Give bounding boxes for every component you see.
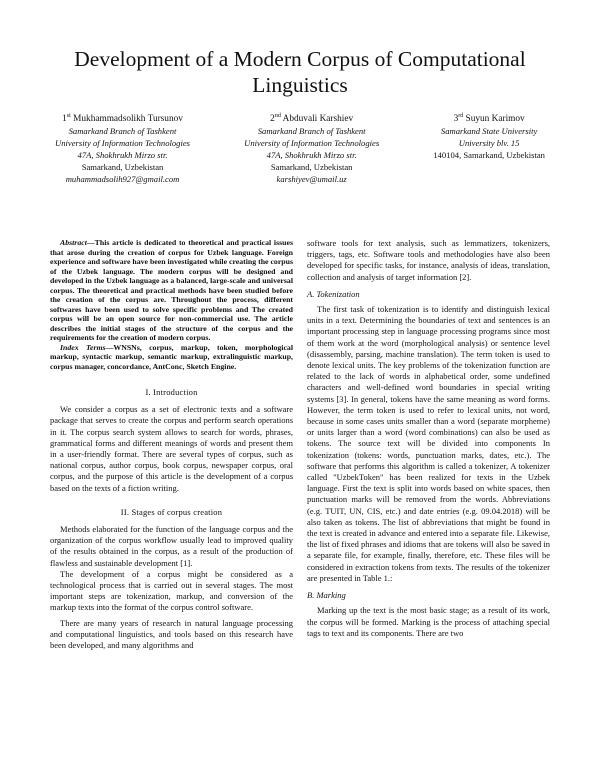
right-column bbox=[307, 238, 550, 639]
author-affiliation: Samarkand Branch of Tashkent bbox=[257, 126, 366, 137]
paragraph: Methods elaborated for the function of the language corpus and the organization of the corpus workflow usually lead to improved quality of the results obtained in the corpus, as a result of the production of flawless and sustainable development [1]. bbox=[50, 524, 293, 568]
author-email[interactable]: muhammadsolih927@gmail.com bbox=[65, 174, 180, 185]
author-email[interactable]: karshiyev@umail.uz bbox=[276, 174, 347, 185]
paragraph: We consider a corpus as a set of electronic texts and a software package that serves to create the corpus and perform search operations in it. The corpus search system allows to search for words, phrases, grammatical forms and different meanings of words and present them in a user-friendly format. There are several types of corpus, such as national corpus, author corpus, book corpus, newspaper corpus, oral corpus, and the purpose of this article is the development of a corpus based on the texts of a fiction writing. bbox=[50, 404, 293, 493]
author-2 bbox=[244, 113, 379, 186]
abstract-text: —This article is dedicated to theoretical and practical issues that arose during the creation of corpus for Uzbek language. Foreign experience and software have been investigated while creating the corpus of the Uzbek language. The modern corpus will be designed and developed in the Uzbek language as a balanced, large-scale and universal corpus. The theoretical and practical methods have been studied before the creation of the corpus are. Throughout the process, different softwares have been used to solve specific problems and The created corpus will be an open source for non-commercial use. The article describes the initial stages of the structure of the corpus and the requirements for the creation of modern corpus. bbox=[50, 238, 293, 342]
author-city: Samarkand, Uzbekistan bbox=[81, 162, 164, 173]
subsection-heading-tokenization: A. Tokenization bbox=[307, 288, 360, 299]
author-block bbox=[55, 113, 545, 186]
author-address: University blv. 15 bbox=[458, 138, 520, 149]
author-address: 47A, Shokhrukh Mirzo str. bbox=[266, 150, 357, 161]
abstract-label: Abstract bbox=[60, 238, 87, 247]
author-affiliation: Samarkand Branch of Tashkent bbox=[68, 126, 177, 137]
section-heading-stages: II. Stages of corpus creation bbox=[120, 506, 223, 517]
section-heading-introduction: I. Introduction bbox=[145, 387, 198, 397]
author-affiliation: University of Information Technologies bbox=[55, 138, 191, 149]
subsection-heading-marking: B. Marking bbox=[307, 590, 346, 601]
author-name: 2nd Abduvali Karshiev bbox=[270, 113, 354, 124]
paragraph: The first task of tokenization is to identify and distinguish lexical units in a text. Determining the boundaries of text and sentences is an important processing step in language processing programs since most of them work at the word (morphological analysis) or sentence level (disassembly, parsing, machine translation). The term token is used to denote lexical units. The key problems of the tokenization function are related to the lack of words in alphabetical order, some undefined characters and well-defined word boundaries in special writing systems [3]. In general, tokens have the same meaning as word forms. However, the term token is used to refer to lexical units, not word, because in some cases units smaller than a word (separate morpheme) or units larger than a word (word combinations) can also be used as tokens. The source text will be divided into components In tokenization (tokens: words, punctuation marks, dates, etc.). The software that performs this algorithm is called a tokenizer, A tokenizer called "UzbekToken" has been realized for texts in the Uzbek language. First the text is split into words based on white spaces, then punctuation marks will be removed from the words. Abbreviations (e.g. TUIT, UN, CIS, etc.) and date entries (e.g. 09.04.2018) will be also taken as tokens. The list of abbreviations that might be found in the text is created in advance and entered into a separate file. Likewise, the list of fixed phrases and idioms that are tokens will also be saved in a separate file, for example, finally, therefore, etc. These files will be considered in extraction tokens from texts. The results of the tokenizer are presented in Table 1.: bbox=[307, 304, 550, 583]
abstract bbox=[50, 238, 293, 371]
author-city: Samarkand, Uzbekistan bbox=[270, 162, 353, 173]
index-terms-label: Index Terms bbox=[60, 342, 106, 352]
index-terms-text: —WNSNs, corpus, markup, token, morphological markup, syntactic markup, semantic markup, extralinguistic markup, corpus manager, concordance, AntConc, Sketch Engine. bbox=[50, 342, 293, 371]
paper-title: Development of a Modern Corpus of Computational Linguistics bbox=[74, 47, 526, 97]
author-affiliation: Samarkand State University bbox=[440, 126, 538, 137]
paragraph: The development of a corpus might be considered as a technological process that is carried out in several stages. The most important steps are tokenization, markup, and conversion of the markup texts into the format of the corpus control software. bbox=[50, 568, 293, 613]
author-3 bbox=[433, 113, 545, 186]
author-name: 3rd Suyun Karimov bbox=[453, 113, 525, 124]
paragraph: software tools for text analysis, such as lemmatizers, tokenizers, triggers, tags, etc. Software tools and methodologies have also been developed for specific tasks, for instance, analysis of ideas, translation, collection and analysis of target information [2]. bbox=[307, 238, 550, 282]
author-name: 1st Mukhammadsolikh Tursunov bbox=[62, 113, 183, 124]
paragraph: There are many years of research in natural language processing and computational linguistics, and tools based on this research have been developed, and many algorithms and bbox=[50, 617, 293, 651]
author-address: 47A, Shokhrukh Mirzo str. bbox=[77, 150, 168, 161]
paragraph: Marking up the text is the most basic stage; as a result of its work, the corpus will be formed. Marking is the process of attaching special tags to text and its components. There are two bbox=[307, 605, 550, 638]
author-1 bbox=[55, 113, 190, 186]
left-column bbox=[50, 238, 293, 651]
author-city: 140104, Samarkand, Uzbekistan bbox=[433, 150, 545, 161]
author-affiliation: University of Information Technologies bbox=[244, 138, 380, 149]
